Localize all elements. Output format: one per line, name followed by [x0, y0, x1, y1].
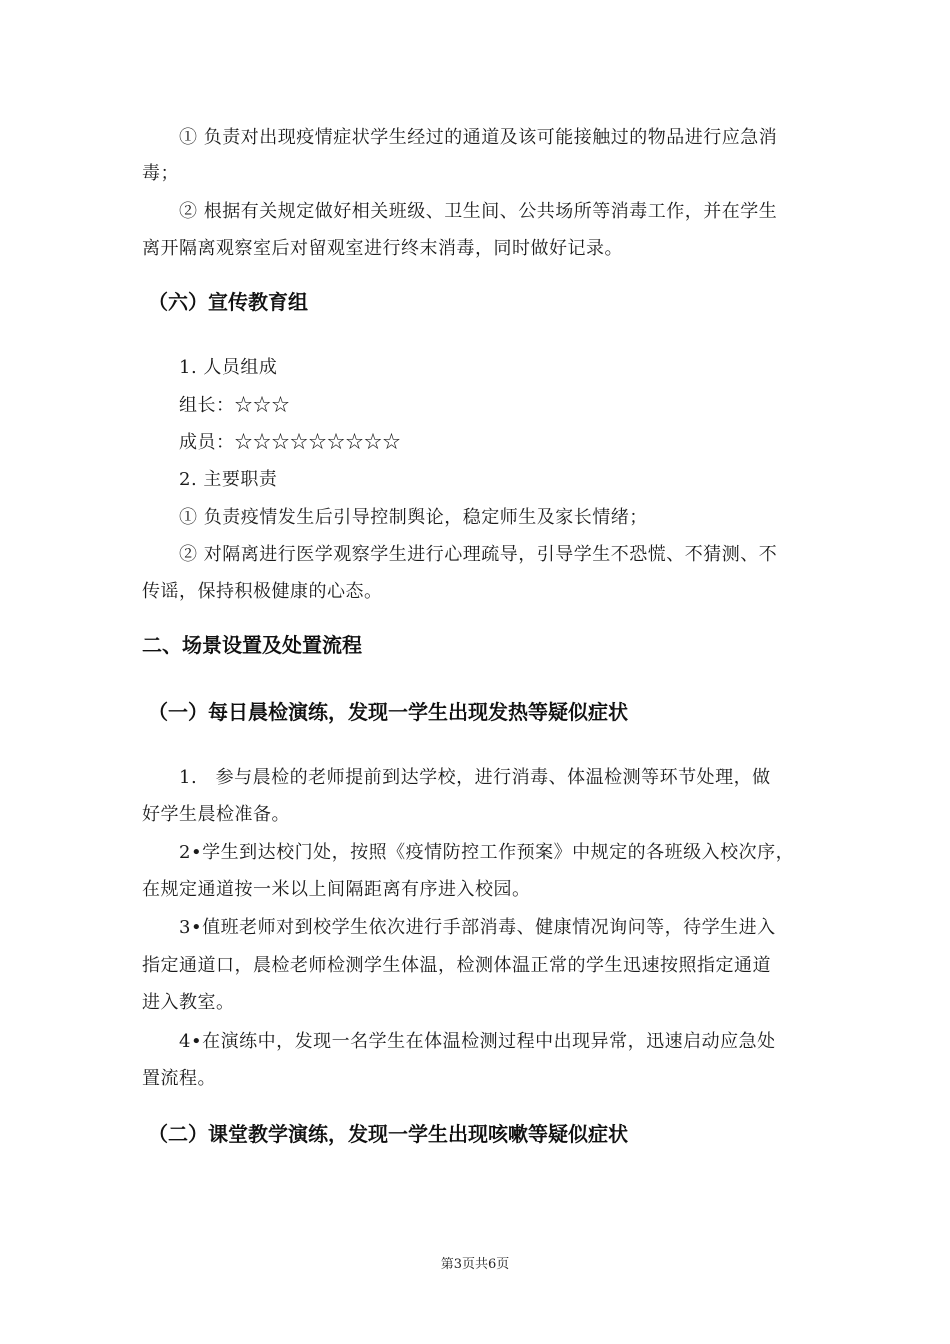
step-2-line-1: 2•学生到达校门处，按照《疫情防控工作预案》中规定的各班级入校次序，: [179, 842, 795, 863]
step-3-line-1: 3•值班老师对到校学生依次进行手部消毒、健康情况询问等，待学生进入: [179, 917, 776, 938]
group-members: 成员：☆☆☆☆☆☆☆☆☆: [179, 432, 401, 453]
step-3-line-2: 指定通道口，晨检老师检测学生体温，检测体温正常的学生迅速按照指定通道: [142, 955, 771, 976]
subsection-heading-morning-check: （一）每日晨检演练，发现一学生出现发热等疑似症状: [148, 700, 628, 724]
step-2-line-2: 在规定通道按一米以上间隔距离有序进入校园。: [142, 879, 531, 900]
duty-1: ① 负责疫情发生后引导控制舆论，稳定师生及家长情绪；: [179, 507, 648, 528]
disinfection-item-2-line-1: ② 根据有关规定做好相关班级、卫生间、公共场所等消毒工作，并在学生: [179, 201, 778, 222]
duties-title: 2. 主要职责: [179, 469, 278, 490]
duty-2-line-2: 传谣，保持积极健康的心态。: [142, 581, 383, 602]
disinfection-item-2-line-2: 离开隔离观察室后对留观室进行终末消毒，同时做好记录。: [142, 238, 623, 259]
step-4-line-1: 4•在演练中，发现一名学生在体温检测过程中出现异常，迅速启动应急处: [179, 1031, 776, 1052]
section-heading-publicity-group: （六）宣传教育组: [148, 290, 308, 314]
group-leader: 组长：☆☆☆: [179, 395, 290, 416]
part-heading-scenario: 二、场景设置及处置流程: [142, 633, 362, 657]
disinfection-item-1-line-2: 毒；: [142, 163, 179, 184]
step-1-line-1: 1. 参与晨检的老师提前到达学校，进行消毒、体温检测等环节处理，做: [179, 767, 771, 788]
step-3-line-3: 进入教室。: [142, 992, 235, 1013]
subsection-heading-classroom-drill: （二）课堂教学演练，发现一学生出现咳嗽等疑似症状: [148, 1122, 628, 1146]
step-4-line-2: 置流程。: [142, 1068, 216, 1089]
page-number-footer: 第3页共6页: [440, 1257, 510, 1272]
personnel-title: 1. 人员组成: [179, 357, 278, 378]
duty-2-line-1: ② 对隔离进行医学观察学生进行心理疏导，引导学生不恐慌、不猜测、不: [179, 544, 778, 565]
step-1-line-2: 好学生晨检准备。: [142, 804, 290, 825]
disinfection-item-1-line-1: ① 负责对出现疫情症状学生经过的通道及该可能接触过的物品进行应急消: [179, 127, 778, 148]
